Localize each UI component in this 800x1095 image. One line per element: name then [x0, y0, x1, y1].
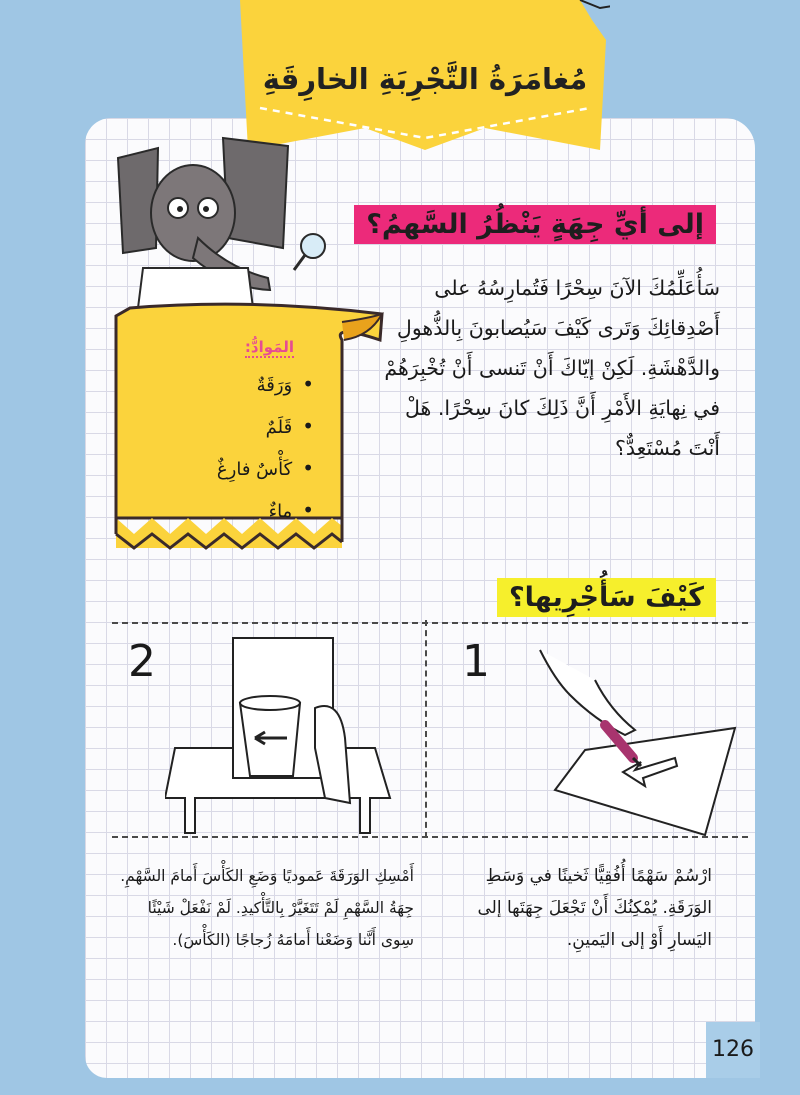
list-item: •قَلَمٌ	[265, 414, 314, 438]
step-line: الوَرَقَةِ. يُمْكِنُكَ أَنْ تَجْعَلَ جِهَتَها إلى	[477, 898, 712, 918]
step-1-text	[392, 860, 712, 956]
divider-vertical	[425, 620, 427, 838]
list-item: •وَرَقَةٌ	[256, 372, 314, 396]
step-number-1: 1	[462, 636, 490, 687]
step-line: أَمْسِكِ الوَرَقَةَ عَموديًا وَضَعِ الكَأْسَ أَمامَ السَّهْمِ.	[120, 867, 414, 885]
intro-line: سَأُعَلِّمُكَ الآنَ سِحْرًا فَتُمارِسُهُ على	[434, 276, 720, 300]
step-line: سِوى أَنَّنا وَضَعْنا أَمامَهُ زُجاجًا (الكَأْسَ).	[172, 931, 414, 949]
page-title: مُغامَرَةُ التَّجْرِبَةِ الخارِقَةِ	[262, 62, 588, 96]
step-2-text	[104, 860, 414, 956]
step-line: اليَسارِ أَوْ إلى اليَمينِ.	[566, 930, 712, 950]
list-item: •كَأْسٌ فارِغٌ	[216, 456, 314, 480]
intro-line: والدَّهْشَةِ. لَكِنْ إيّاكَ أَنْ تَنسى أَنْ تُخْبِرَهُمْ	[384, 356, 720, 380]
divider-top	[112, 622, 748, 624]
how-heading: كَيْفَ سَأُجْرِيها؟	[497, 578, 716, 617]
step-line: ارْسُمْ سَهْمًا أُفُقِيًّا ثَخينًا في وَسَطِ	[485, 866, 712, 886]
step-2-illustration	[165, 628, 400, 843]
materials-title: المَوادُّ:	[244, 338, 294, 356]
page-number: 126	[706, 1022, 760, 1078]
intro-line: أَنْتَ مُسْتَعِدٌّ؟	[614, 436, 720, 460]
question-heading: إلى أيِّ جِهَةٍ يَنْظُرُ السَّهمُ؟	[354, 205, 716, 244]
materials-scroll	[112, 296, 392, 556]
material-label: قَلَمٌ	[265, 417, 293, 438]
material-label: وَرَقَةٌ	[256, 375, 293, 396]
material-label: ماءٌ	[268, 501, 293, 522]
step-number-2: 2	[128, 636, 156, 687]
step-1-illustration	[515, 640, 750, 840]
material-label: كَأْسٌ فارِغٌ	[216, 459, 293, 480]
intro-line: في نِهايَةِ الأَمْرِ أَنَّ ذَلِكَ كانَ سِحْرًا. هَلْ	[404, 396, 720, 420]
step-line: جِهَةُ السَّهْمِ لَمْ تَتَغَيَّرْ بِالتَّأْكيدِ. لَمْ نَفْعَلْ شَيْئًا	[147, 899, 414, 917]
intro-line: أَصْدِقائِكَ وَتَرى كَيْفَ سَيُصابونَ بِالذُّهولِ	[396, 316, 720, 340]
elephant-scientist-illustration	[98, 128, 328, 318]
list-item: •ماءٌ	[268, 498, 314, 522]
materials-list	[217, 364, 314, 532]
